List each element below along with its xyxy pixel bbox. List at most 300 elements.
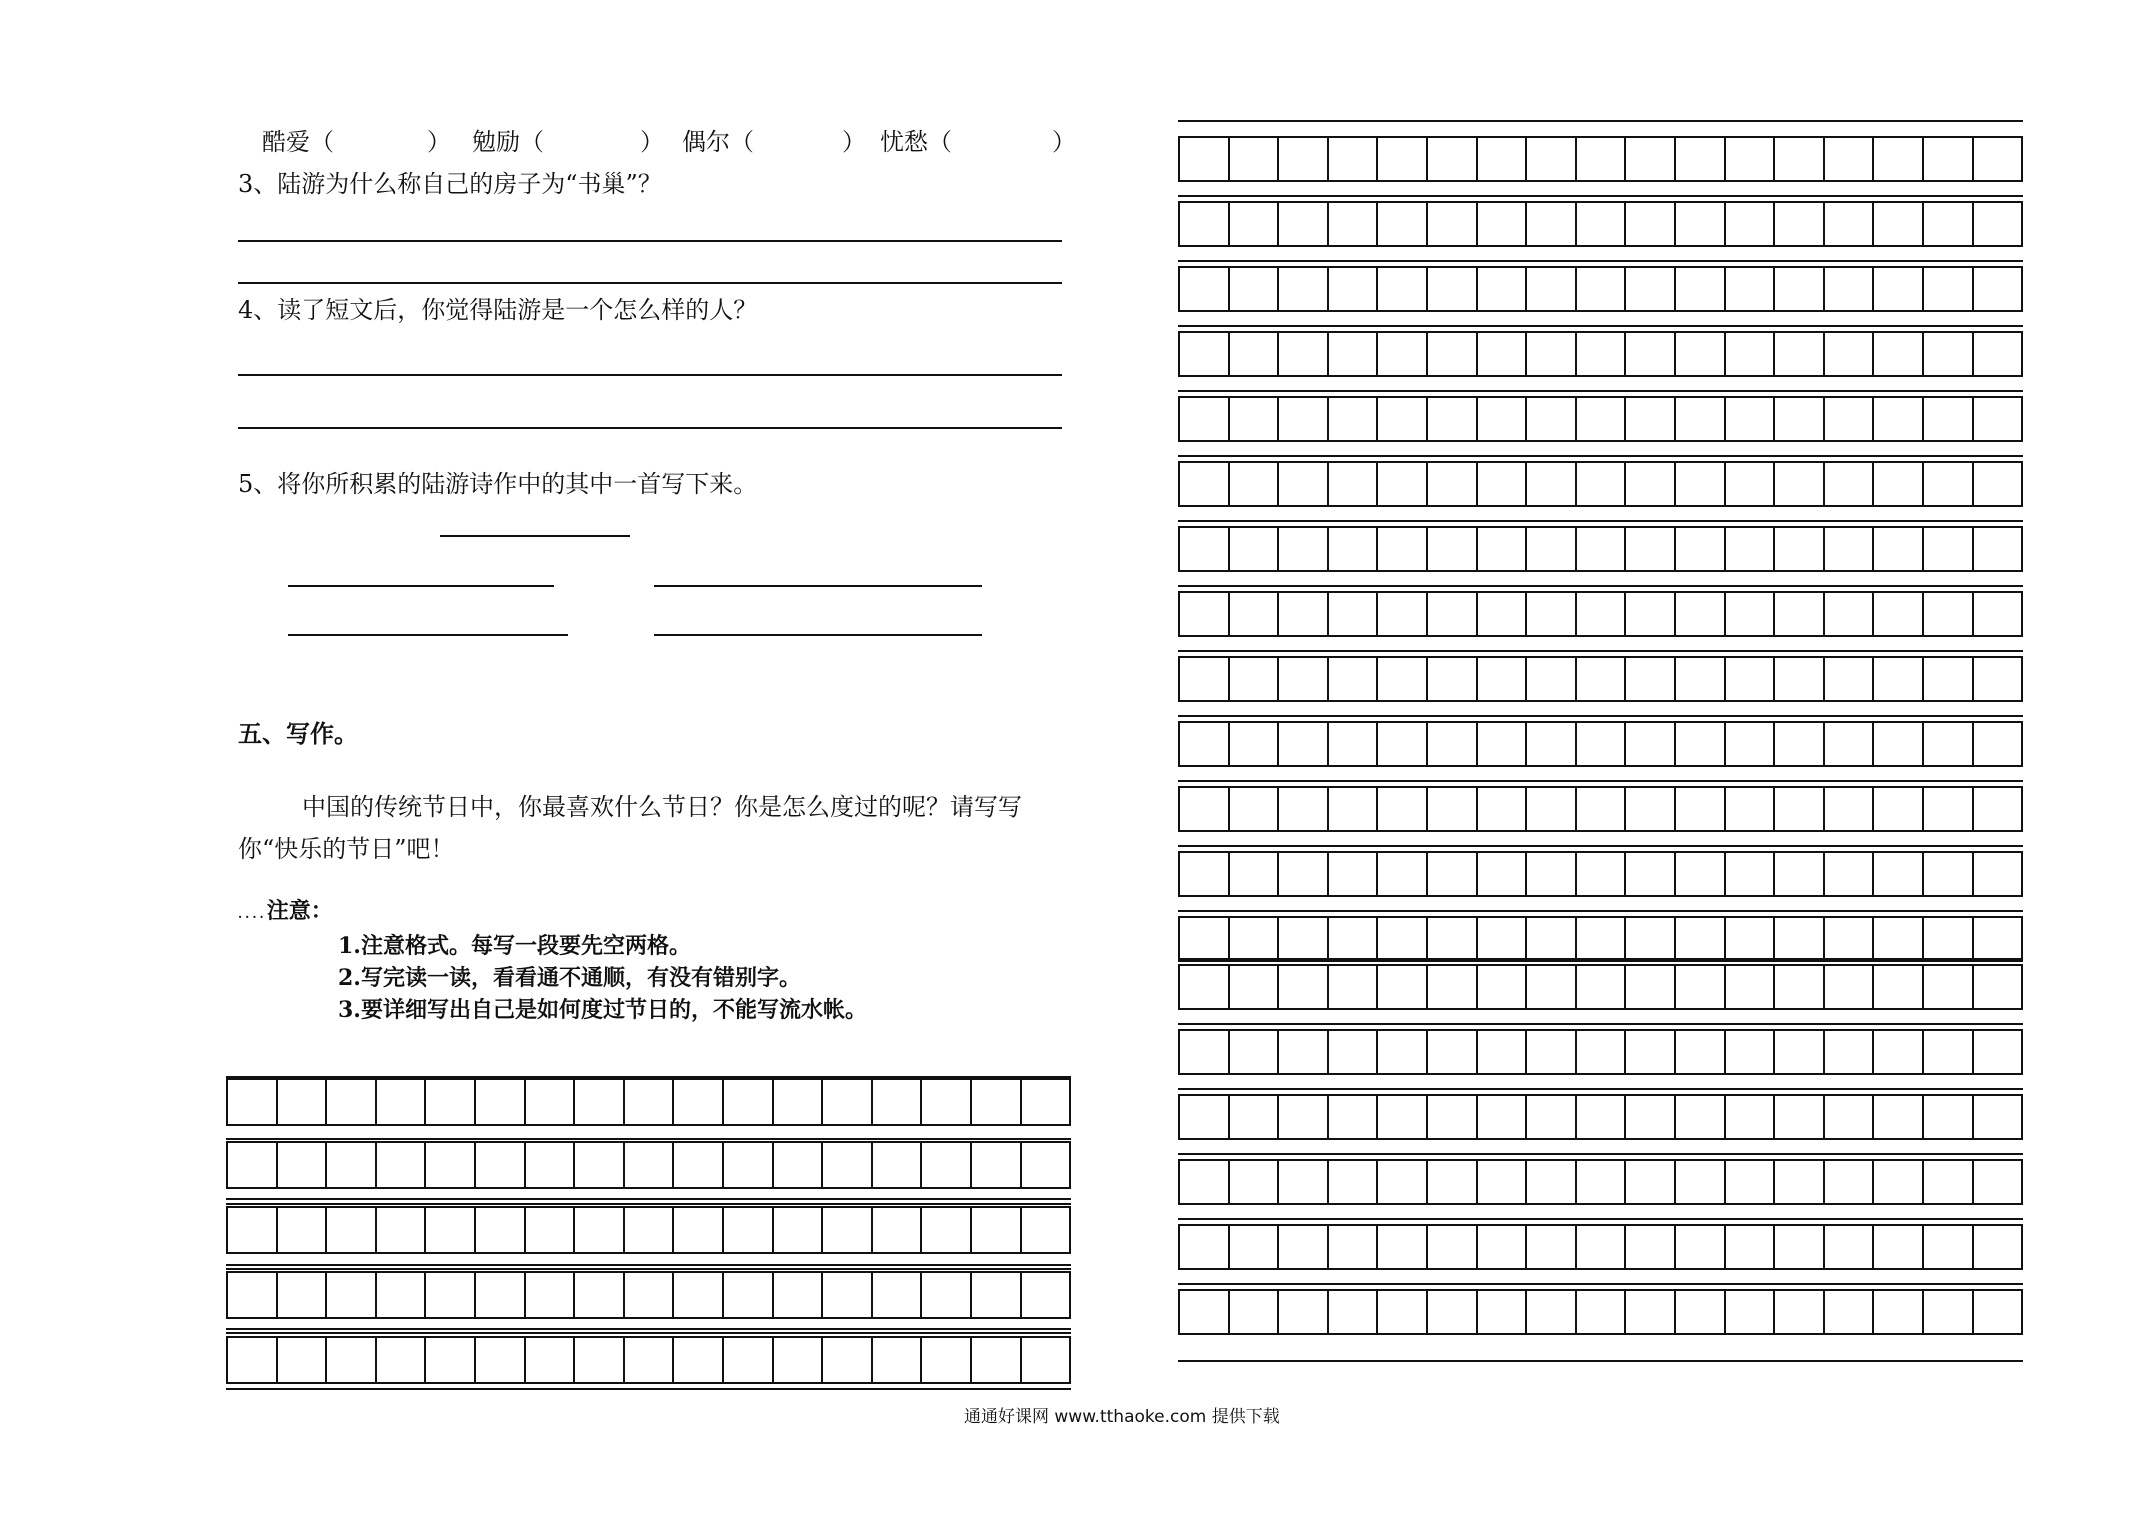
grid-cell[interactable] bbox=[1825, 1224, 1875, 1270]
grid-cell[interactable] bbox=[1577, 786, 1627, 832]
grid-cell[interactable] bbox=[1924, 721, 1974, 767]
grid-cell[interactable] bbox=[1676, 964, 1726, 1010]
grid-cell[interactable] bbox=[1428, 964, 1478, 1010]
grid-cell[interactable] bbox=[724, 1141, 774, 1189]
answer-line[interactable] bbox=[238, 282, 1062, 284]
grid-cell[interactable] bbox=[1577, 396, 1627, 442]
grid-cell[interactable] bbox=[1577, 964, 1627, 1010]
grid-cell[interactable] bbox=[377, 1336, 427, 1384]
grid-cell[interactable] bbox=[1527, 916, 1577, 962]
grid-cell[interactable] bbox=[1974, 656, 2024, 702]
grid-cell[interactable] bbox=[1676, 1094, 1726, 1140]
grid-cell[interactable] bbox=[625, 1206, 675, 1254]
grid-cell[interactable] bbox=[1825, 1029, 1875, 1075]
grid-cell[interactable] bbox=[1378, 396, 1428, 442]
grid-cell[interactable] bbox=[922, 1271, 972, 1319]
grid-cell[interactable] bbox=[1626, 461, 1676, 507]
grid-cell[interactable] bbox=[1527, 136, 1577, 182]
grid-cell[interactable] bbox=[1626, 851, 1676, 897]
grid-cell[interactable] bbox=[228, 1271, 278, 1319]
grid-cell[interactable] bbox=[1726, 201, 1776, 247]
grid-cell[interactable] bbox=[1527, 964, 1577, 1010]
grid-cell[interactable] bbox=[1874, 591, 1924, 637]
grid-cell[interactable] bbox=[1874, 396, 1924, 442]
grid-cell[interactable] bbox=[1428, 396, 1478, 442]
grid-cell[interactable] bbox=[1974, 1094, 2024, 1140]
grid-cell[interactable] bbox=[1825, 591, 1875, 637]
grid-cell[interactable] bbox=[1577, 1159, 1627, 1205]
grid-cell[interactable] bbox=[1279, 1094, 1329, 1140]
grid-cell[interactable] bbox=[823, 1141, 873, 1189]
grid-cell[interactable] bbox=[674, 1336, 724, 1384]
grid-cell[interactable] bbox=[1478, 1094, 1528, 1140]
grid-cell[interactable] bbox=[1180, 136, 1230, 182]
poem-line[interactable] bbox=[288, 585, 554, 587]
grid-cell[interactable] bbox=[1676, 1289, 1726, 1335]
grid-cell[interactable] bbox=[1478, 721, 1528, 767]
grid-cell[interactable] bbox=[1478, 526, 1528, 572]
grid-cell[interactable] bbox=[1676, 136, 1726, 182]
grid-cell[interactable] bbox=[1378, 526, 1428, 572]
grid-cell[interactable] bbox=[1180, 721, 1230, 767]
grid-cell[interactable] bbox=[1527, 851, 1577, 897]
grid-cell[interactable] bbox=[327, 1141, 377, 1189]
grid-cell[interactable] bbox=[1775, 1224, 1825, 1270]
grid-cell[interactable] bbox=[1726, 1094, 1776, 1140]
grid-cell[interactable] bbox=[873, 1078, 923, 1126]
grid-cell[interactable] bbox=[327, 1206, 377, 1254]
grid-cell[interactable] bbox=[1775, 851, 1825, 897]
grid-cell[interactable] bbox=[1676, 591, 1726, 637]
grid-cell[interactable] bbox=[1974, 331, 2024, 377]
grid-cell[interactable] bbox=[1974, 1029, 2024, 1075]
grid-cell[interactable] bbox=[1874, 851, 1924, 897]
grid-cell[interactable] bbox=[1230, 591, 1280, 637]
grid-cell[interactable] bbox=[1974, 201, 2024, 247]
grid-cell[interactable] bbox=[1676, 656, 1726, 702]
grid-cell[interactable] bbox=[1626, 964, 1676, 1010]
grid-cell[interactable] bbox=[1626, 1094, 1676, 1140]
grid-cell[interactable] bbox=[873, 1336, 923, 1384]
grid-cell[interactable] bbox=[1230, 201, 1280, 247]
grid-cell[interactable] bbox=[1279, 461, 1329, 507]
grid-cell[interactable] bbox=[922, 1336, 972, 1384]
grid-cell[interactable] bbox=[1180, 201, 1230, 247]
grid-cell[interactable] bbox=[1874, 136, 1924, 182]
grid-cell[interactable] bbox=[327, 1271, 377, 1319]
grid-cell[interactable] bbox=[1478, 851, 1528, 897]
grid-cell[interactable] bbox=[1974, 461, 2024, 507]
grid-cell[interactable] bbox=[972, 1271, 1022, 1319]
grid-cell[interactable] bbox=[426, 1271, 476, 1319]
grid-cell[interactable] bbox=[724, 1271, 774, 1319]
grid-cell[interactable] bbox=[327, 1336, 377, 1384]
grid-cell[interactable] bbox=[1428, 201, 1478, 247]
grid-cell[interactable] bbox=[1775, 461, 1825, 507]
grid-cell[interactable] bbox=[1626, 916, 1676, 962]
grid-cell[interactable] bbox=[1329, 1094, 1379, 1140]
grid-cell[interactable] bbox=[1924, 656, 1974, 702]
grid-cell[interactable] bbox=[1775, 266, 1825, 312]
grid-cell[interactable] bbox=[1180, 1224, 1230, 1270]
grid-cell[interactable] bbox=[1527, 266, 1577, 312]
grid-cell[interactable] bbox=[1577, 1029, 1627, 1075]
grid-cell[interactable] bbox=[1577, 136, 1627, 182]
grid-cell[interactable] bbox=[1825, 786, 1875, 832]
grid-cell[interactable] bbox=[278, 1336, 328, 1384]
grid-cell[interactable] bbox=[1676, 396, 1726, 442]
grid-cell[interactable] bbox=[1329, 1224, 1379, 1270]
grid-cell[interactable] bbox=[1626, 656, 1676, 702]
grid-cell[interactable] bbox=[1825, 1159, 1875, 1205]
grid-cell[interactable] bbox=[1180, 266, 1230, 312]
grid-cell[interactable] bbox=[1825, 266, 1875, 312]
grid-cell[interactable] bbox=[922, 1206, 972, 1254]
grid-cell[interactable] bbox=[1230, 331, 1280, 377]
grid-cell[interactable] bbox=[1825, 461, 1875, 507]
grid-cell[interactable] bbox=[1329, 266, 1379, 312]
grid-cell[interactable] bbox=[1874, 1159, 1924, 1205]
grid-cell[interactable] bbox=[1478, 1289, 1528, 1335]
grid-cell[interactable] bbox=[1676, 1159, 1726, 1205]
grid-cell[interactable] bbox=[228, 1206, 278, 1254]
grid-cell[interactable] bbox=[1874, 526, 1924, 572]
grid-cell[interactable] bbox=[1478, 964, 1528, 1010]
grid-cell[interactable] bbox=[1726, 526, 1776, 572]
grid-cell[interactable] bbox=[1626, 201, 1676, 247]
grid-cell[interactable] bbox=[1974, 721, 2024, 767]
grid-cell[interactable] bbox=[1775, 526, 1825, 572]
grid-cell[interactable] bbox=[1180, 786, 1230, 832]
grid-cell[interactable] bbox=[1279, 916, 1329, 962]
grid-cell[interactable] bbox=[1676, 1029, 1726, 1075]
grid-cell[interactable] bbox=[1676, 851, 1726, 897]
grid-cell[interactable] bbox=[1378, 656, 1428, 702]
grid-cell[interactable] bbox=[575, 1271, 625, 1319]
grid-cell[interactable] bbox=[1825, 136, 1875, 182]
grid-cell[interactable] bbox=[1230, 916, 1280, 962]
grid-cell[interactable] bbox=[1825, 396, 1875, 442]
grid-cell[interactable] bbox=[526, 1078, 576, 1126]
grid-cell[interactable] bbox=[1279, 1289, 1329, 1335]
grid-cell[interactable] bbox=[674, 1271, 724, 1319]
grid-cell[interactable] bbox=[1527, 331, 1577, 377]
grid-cell[interactable] bbox=[1279, 1224, 1329, 1270]
grid-cell[interactable] bbox=[1825, 1094, 1875, 1140]
grid-cell[interactable] bbox=[526, 1141, 576, 1189]
grid-cell[interactable] bbox=[1527, 1094, 1577, 1140]
poem-line[interactable] bbox=[654, 634, 982, 636]
grid-cell[interactable] bbox=[1329, 721, 1379, 767]
grid-cell[interactable] bbox=[1974, 396, 2024, 442]
grid-cell[interactable] bbox=[1974, 591, 2024, 637]
grid-cell[interactable] bbox=[922, 1141, 972, 1189]
grid-cell[interactable] bbox=[1924, 786, 1974, 832]
grid-cell[interactable] bbox=[1478, 1159, 1528, 1205]
grid-cell[interactable] bbox=[1527, 1159, 1577, 1205]
grid-cell[interactable] bbox=[1378, 591, 1428, 637]
grid-cell[interactable] bbox=[1676, 721, 1726, 767]
grid-cell[interactable] bbox=[1279, 266, 1329, 312]
grid-cell[interactable] bbox=[972, 1141, 1022, 1189]
grid-cell[interactable] bbox=[1230, 964, 1280, 1010]
grid-cell[interactable] bbox=[426, 1336, 476, 1384]
grid-cell[interactable] bbox=[1726, 1224, 1776, 1270]
grid-cell[interactable] bbox=[1527, 526, 1577, 572]
grid-cell[interactable] bbox=[1478, 136, 1528, 182]
grid-cell[interactable] bbox=[1378, 1224, 1428, 1270]
grid-cell[interactable] bbox=[1825, 201, 1875, 247]
grid-cell[interactable] bbox=[1775, 136, 1825, 182]
grid-cell[interactable] bbox=[1428, 461, 1478, 507]
grid-cell[interactable] bbox=[1180, 916, 1230, 962]
grid-cell[interactable] bbox=[1676, 201, 1726, 247]
grid-cell[interactable] bbox=[1428, 526, 1478, 572]
grid-cell[interactable] bbox=[1279, 591, 1329, 637]
grid-cell[interactable] bbox=[1676, 331, 1726, 377]
grid-cell[interactable] bbox=[1279, 786, 1329, 832]
grid-cell[interactable] bbox=[1527, 721, 1577, 767]
grid-cell[interactable] bbox=[1924, 266, 1974, 312]
grid-cell[interactable] bbox=[1874, 461, 1924, 507]
grid-cell[interactable] bbox=[1775, 1094, 1825, 1140]
grid-cell[interactable] bbox=[774, 1336, 824, 1384]
grid-cell[interactable] bbox=[724, 1336, 774, 1384]
grid-cell[interactable] bbox=[426, 1078, 476, 1126]
grid-cell[interactable] bbox=[1974, 786, 2024, 832]
grid-cell[interactable] bbox=[1626, 331, 1676, 377]
grid-cell[interactable] bbox=[1329, 201, 1379, 247]
grid-cell[interactable] bbox=[774, 1078, 824, 1126]
grid-cell[interactable] bbox=[1775, 1159, 1825, 1205]
grid-cell[interactable] bbox=[476, 1206, 526, 1254]
grid-cell[interactable] bbox=[1626, 1159, 1676, 1205]
grid-cell[interactable] bbox=[774, 1141, 824, 1189]
grid-cell[interactable] bbox=[1022, 1141, 1072, 1189]
grid-cell[interactable] bbox=[1478, 201, 1528, 247]
grid-cell[interactable] bbox=[1230, 1289, 1280, 1335]
grid-cell[interactable] bbox=[526, 1206, 576, 1254]
grid-cell[interactable] bbox=[1825, 331, 1875, 377]
grid-cell[interactable] bbox=[278, 1141, 328, 1189]
grid-cell[interactable] bbox=[1527, 1289, 1577, 1335]
grid-cell[interactable] bbox=[1626, 1029, 1676, 1075]
grid-cell[interactable] bbox=[1329, 916, 1379, 962]
grid-cell[interactable] bbox=[1378, 1029, 1428, 1075]
grid-cell[interactable] bbox=[1726, 851, 1776, 897]
grid-cell[interactable] bbox=[1676, 526, 1726, 572]
grid-cell[interactable] bbox=[1279, 656, 1329, 702]
grid-cell[interactable] bbox=[1378, 721, 1428, 767]
grid-cell[interactable] bbox=[377, 1271, 427, 1319]
grid-cell[interactable] bbox=[625, 1078, 675, 1126]
grid-cell[interactable] bbox=[1974, 266, 2024, 312]
grid-cell[interactable] bbox=[575, 1141, 625, 1189]
grid-cell[interactable] bbox=[1022, 1271, 1072, 1319]
grid-cell[interactable] bbox=[1825, 1289, 1875, 1335]
grid-cell[interactable] bbox=[1329, 591, 1379, 637]
grid-cell[interactable] bbox=[1626, 1289, 1676, 1335]
grid-cell[interactable] bbox=[1726, 916, 1776, 962]
grid-cell[interactable] bbox=[873, 1271, 923, 1319]
grid-cell[interactable] bbox=[278, 1078, 328, 1126]
grid-cell[interactable] bbox=[1180, 526, 1230, 572]
grid-cell[interactable] bbox=[1775, 786, 1825, 832]
grid-cell[interactable] bbox=[1577, 461, 1627, 507]
grid-cell[interactable] bbox=[1478, 396, 1528, 442]
grid-cell[interactable] bbox=[1428, 266, 1478, 312]
grid-cell[interactable] bbox=[1279, 396, 1329, 442]
grid-cell[interactable] bbox=[1676, 266, 1726, 312]
grid-cell[interactable] bbox=[1726, 396, 1776, 442]
grid-cell[interactable] bbox=[625, 1336, 675, 1384]
grid-cell[interactable] bbox=[1378, 1094, 1428, 1140]
grid-cell[interactable] bbox=[873, 1206, 923, 1254]
grid-cell[interactable] bbox=[1180, 851, 1230, 897]
grid-cell[interactable] bbox=[1874, 201, 1924, 247]
grid-cell[interactable] bbox=[1924, 396, 1974, 442]
grid-cell[interactable] bbox=[823, 1271, 873, 1319]
grid-cell[interactable] bbox=[1825, 721, 1875, 767]
grid-cell[interactable] bbox=[1527, 1029, 1577, 1075]
grid-cell[interactable] bbox=[1180, 964, 1230, 1010]
grid-cell[interactable] bbox=[1577, 1289, 1627, 1335]
answer-line[interactable] bbox=[238, 240, 1062, 242]
grid-cell[interactable] bbox=[1726, 721, 1776, 767]
grid-cell[interactable] bbox=[1676, 786, 1726, 832]
grid-cell[interactable] bbox=[1329, 331, 1379, 377]
grid-cell[interactable] bbox=[922, 1078, 972, 1126]
grid-cell[interactable] bbox=[1874, 964, 1924, 1010]
grid-cell[interactable] bbox=[724, 1206, 774, 1254]
grid-cell[interactable] bbox=[1329, 964, 1379, 1010]
grid-cell[interactable] bbox=[1022, 1206, 1072, 1254]
grid-cell[interactable] bbox=[1775, 916, 1825, 962]
grid-cell[interactable] bbox=[575, 1336, 625, 1384]
grid-cell[interactable] bbox=[1825, 526, 1875, 572]
grid-cell[interactable] bbox=[1577, 331, 1627, 377]
grid-cell[interactable] bbox=[1428, 851, 1478, 897]
grid-cell[interactable] bbox=[1378, 331, 1428, 377]
grid-cell[interactable] bbox=[1577, 721, 1627, 767]
grid-cell[interactable] bbox=[1676, 1224, 1726, 1270]
grid-cell[interactable] bbox=[1230, 136, 1280, 182]
grid-cell[interactable] bbox=[1428, 591, 1478, 637]
grid-cell[interactable] bbox=[1676, 461, 1726, 507]
grid-cell[interactable] bbox=[1230, 461, 1280, 507]
grid-cell[interactable] bbox=[1775, 1289, 1825, 1335]
grid-cell[interactable] bbox=[972, 1206, 1022, 1254]
grid-cell[interactable] bbox=[1874, 1224, 1924, 1270]
grid-cell[interactable] bbox=[526, 1336, 576, 1384]
grid-cell[interactable] bbox=[1924, 1224, 1974, 1270]
grid-cell[interactable] bbox=[1329, 786, 1379, 832]
grid-cell[interactable] bbox=[1577, 851, 1627, 897]
grid-cell[interactable] bbox=[724, 1078, 774, 1126]
grid-cell[interactable] bbox=[1230, 1094, 1280, 1140]
grid-cell[interactable] bbox=[1180, 656, 1230, 702]
grid-cell[interactable] bbox=[1874, 721, 1924, 767]
grid-cell[interactable] bbox=[1329, 656, 1379, 702]
grid-cell[interactable] bbox=[1577, 1094, 1627, 1140]
grid-cell[interactable] bbox=[1775, 1029, 1825, 1075]
grid-cell[interactable] bbox=[1726, 266, 1776, 312]
grid-cell[interactable] bbox=[1230, 266, 1280, 312]
grid-cell[interactable] bbox=[823, 1078, 873, 1126]
grid-cell[interactable] bbox=[1428, 786, 1478, 832]
grid-cell[interactable] bbox=[1329, 1289, 1379, 1335]
grid-cell[interactable] bbox=[1726, 1159, 1776, 1205]
grid-cell[interactable] bbox=[1874, 331, 1924, 377]
grid-cell[interactable] bbox=[1577, 201, 1627, 247]
writing-grid-left[interactable] bbox=[226, 1076, 1072, 1390]
grid-cell[interactable] bbox=[1022, 1078, 1072, 1126]
grid-cell[interactable] bbox=[1626, 721, 1676, 767]
grid-cell[interactable] bbox=[1428, 1159, 1478, 1205]
grid-cell[interactable] bbox=[1577, 266, 1627, 312]
grid-cell[interactable] bbox=[1924, 461, 1974, 507]
grid-cell[interactable] bbox=[1626, 786, 1676, 832]
grid-cell[interactable] bbox=[1726, 461, 1776, 507]
grid-cell[interactable] bbox=[1974, 964, 2024, 1010]
grid-cell[interactable] bbox=[823, 1206, 873, 1254]
grid-cell[interactable] bbox=[278, 1206, 328, 1254]
grid-cell[interactable] bbox=[377, 1141, 427, 1189]
grid-cell[interactable] bbox=[1924, 1159, 1974, 1205]
grid-cell[interactable] bbox=[1626, 1224, 1676, 1270]
grid-cell[interactable] bbox=[1577, 916, 1627, 962]
grid-cell[interactable] bbox=[1577, 526, 1627, 572]
grid-cell[interactable] bbox=[1874, 656, 1924, 702]
grid-cell[interactable] bbox=[476, 1141, 526, 1189]
grid-cell[interactable] bbox=[674, 1206, 724, 1254]
grid-cell[interactable] bbox=[1974, 136, 2024, 182]
poem-line[interactable] bbox=[288, 634, 568, 636]
grid-cell[interactable] bbox=[1527, 201, 1577, 247]
grid-cell[interactable] bbox=[1478, 916, 1528, 962]
grid-cell[interactable] bbox=[1626, 136, 1676, 182]
grid-cell[interactable] bbox=[426, 1141, 476, 1189]
grid-cell[interactable] bbox=[228, 1336, 278, 1384]
grid-cell[interactable] bbox=[1726, 964, 1776, 1010]
grid-cell[interactable] bbox=[1775, 656, 1825, 702]
poem-line[interactable] bbox=[654, 585, 982, 587]
grid-cell[interactable] bbox=[1974, 851, 2024, 897]
grid-cell[interactable] bbox=[1329, 461, 1379, 507]
grid-cell[interactable] bbox=[1378, 964, 1428, 1010]
grid-cell[interactable] bbox=[327, 1078, 377, 1126]
grid-cell[interactable] bbox=[1626, 591, 1676, 637]
grid-cell[interactable] bbox=[1428, 1289, 1478, 1335]
grid-cell[interactable] bbox=[575, 1206, 625, 1254]
grid-cell[interactable] bbox=[1478, 786, 1528, 832]
grid-cell[interactable] bbox=[1428, 916, 1478, 962]
grid-cell[interactable] bbox=[1378, 266, 1428, 312]
grid-cell[interactable] bbox=[674, 1078, 724, 1126]
grid-cell[interactable] bbox=[1726, 1289, 1776, 1335]
grid-cell[interactable] bbox=[1577, 656, 1627, 702]
grid-cell[interactable] bbox=[1329, 1159, 1379, 1205]
grid-cell[interactable] bbox=[1230, 396, 1280, 442]
grid-cell[interactable] bbox=[1924, 591, 1974, 637]
grid-cell[interactable] bbox=[1279, 201, 1329, 247]
grid-cell[interactable] bbox=[1279, 1029, 1329, 1075]
grid-cell[interactable] bbox=[476, 1078, 526, 1126]
grid-cell[interactable] bbox=[1924, 1029, 1974, 1075]
grid-cell[interactable] bbox=[1626, 266, 1676, 312]
grid-cell[interactable] bbox=[1775, 721, 1825, 767]
grid-cell[interactable] bbox=[1378, 461, 1428, 507]
